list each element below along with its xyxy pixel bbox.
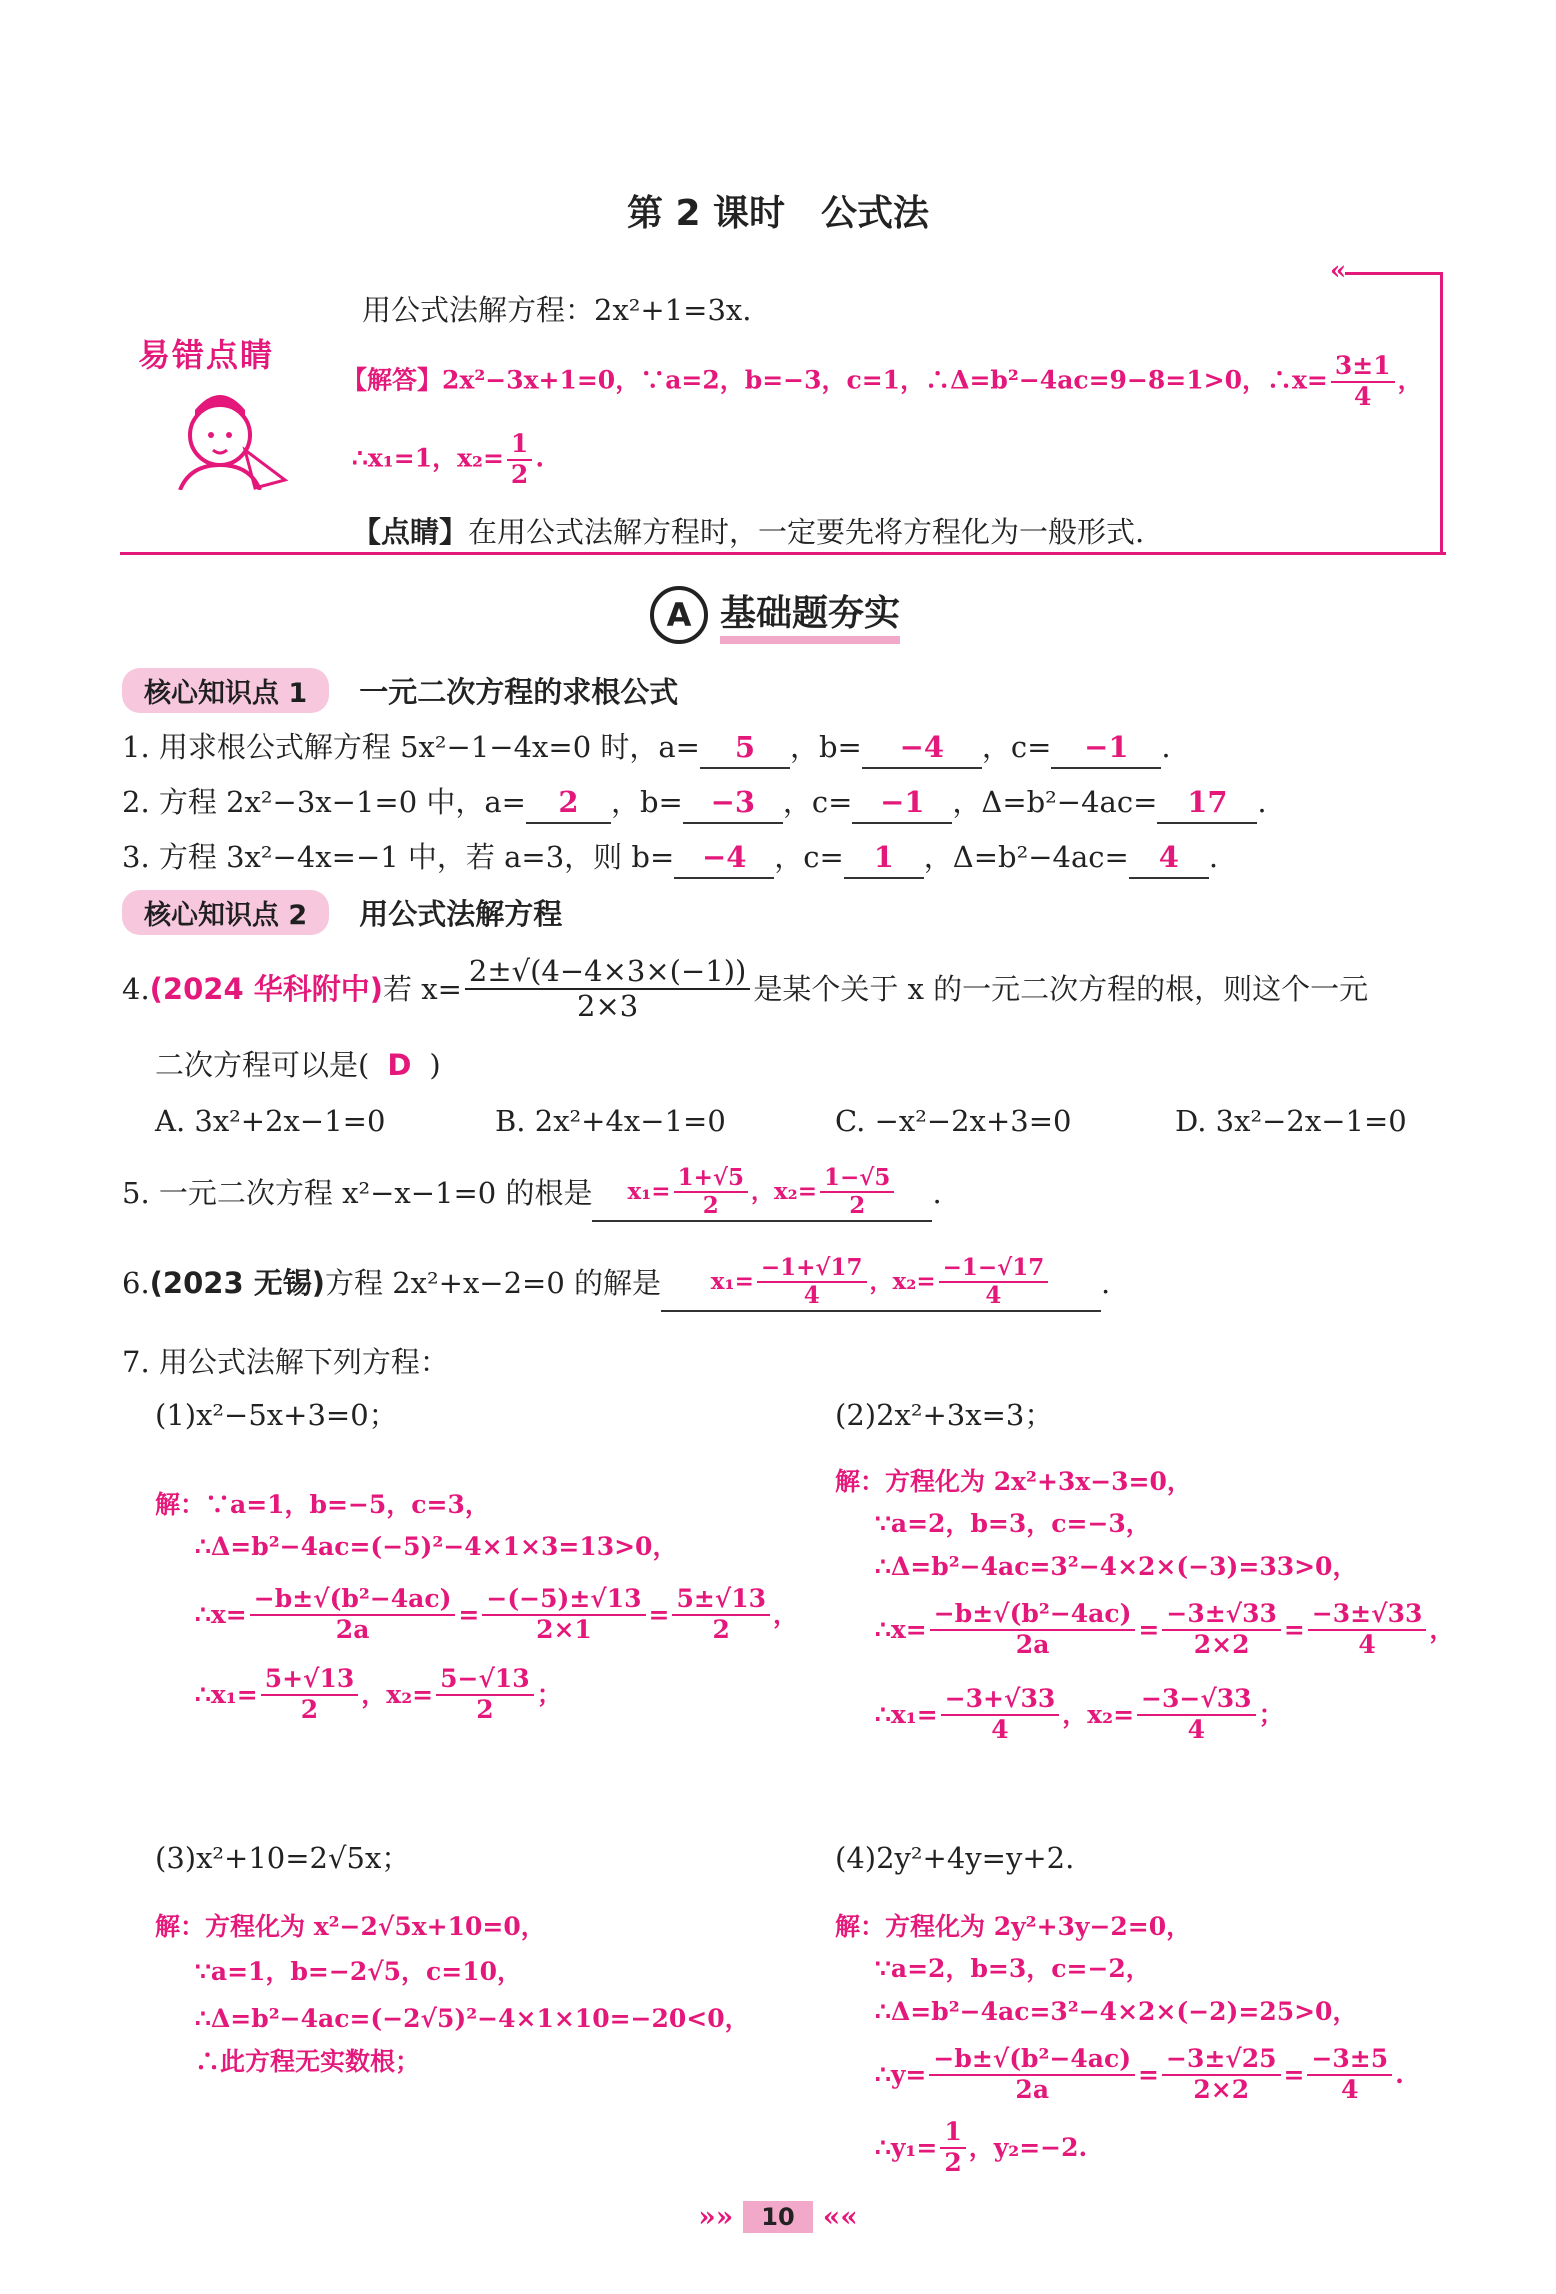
- q7-p4-prompt: (4)2y²+4y=y+2.: [835, 1841, 1075, 1875]
- q2-answer-b: −3: [683, 782, 783, 824]
- q3-text: 3. 方程 3x²−4x=−1 中，若 a=3，则 b=: [122, 840, 675, 874]
- q5-text: 5. 一元二次方程 x²−x−1=0 的根是: [122, 1176, 593, 1211]
- q7-p2-line3: ∴x= $\frac{\text{−b±√(b²−4ac)}}{2a}$ = $\frac{-3\pm√33}{2\times 2}$ = $\frac{-3\pm√33}{4}$ ，: [875, 1599, 1455, 1659]
- error-solution-line1: 【解答】2x²−3x+1=0，∵a=2，b=−3，c=1，∴Δ=b²−4ac=9−8=1>0，∴x= $\frac{3\pm 1}{4}$ ，: [342, 351, 1423, 411]
- q4-fraction: $\frac{2\pm√(4-4\times 3\times(-1))}{2\times 3}$: [465, 955, 750, 1024]
- question-6: 6. (2023 无锡) 方程 2x²+x−2=0 的解是 x₁= $\frac{-1+√17}{4}$ ，x₂= $\frac{-1-√17}{4}$ .: [122, 1255, 1110, 1312]
- q6-source: (2023 无锡): [149, 1266, 325, 1301]
- q2-answer-d: 17: [1157, 782, 1257, 824]
- q7-p1-line4: ∴x₁= $\frac{5+√13}{2}$ ，x₂= $\frac{5-√13}{2}$ ；: [195, 1664, 562, 1724]
- q7-p1-line1: 解：∵a=1，b=−5，c=3，: [155, 1490, 490, 1519]
- right-arrows-icon: »»: [698, 2200, 734, 2233]
- q4-source: (2024 华科附中): [149, 972, 383, 1007]
- q1-text: 1. 用求根公式解方程 5x²−1−4x=0 时，a=: [122, 730, 700, 764]
- q2-text: 2. 方程 2x²−3x−1=0 中，a=: [122, 785, 526, 819]
- section-badge: A: [650, 586, 708, 644]
- q7-p1-prompt: (1)x²−5x+3=0；: [155, 1398, 398, 1432]
- q3-d-label: ，Δ=b²−4ac=: [923, 840, 1129, 874]
- question-1: 1. 用求根公式解方程 5x²−1−4x=0 时，a= 5 ，b= −4 ，c= −1 .: [122, 727, 1171, 769]
- question-3: 3. 方程 3x²−4x=−1 中，若 a=3，则 b= −4 ，c= 1 ，Δ=b²−4ac= 4 .: [122, 837, 1218, 879]
- q2-answer-c: −1: [852, 782, 952, 824]
- q3-answer-d: 4: [1129, 837, 1209, 879]
- error-logo-text: 易错点睛: [138, 336, 275, 374]
- section-title: 基础题夯实: [720, 585, 900, 644]
- left-arrows-icon: ««: [822, 2200, 858, 2233]
- q1-answer-a: 5: [700, 727, 790, 769]
- error-box-right-border: [1440, 272, 1443, 552]
- q4-option-c: C. −x²−2x+3=0: [835, 1104, 1072, 1138]
- solution-root-fraction: $\frac{1}{2}$: [507, 430, 532, 490]
- kp2-badge: 核心知识点 2: [122, 890, 329, 935]
- q7-p4-line4: ∴y₁= $\frac{1}{2}$ ，y₂=−2.: [875, 2117, 1088, 2177]
- q6-answer: x₁= $\frac{-1+√17}{4}$ ，x₂= $\frac{-1-√17}{4}$: [661, 1255, 1101, 1312]
- q6-number: 6.: [122, 1266, 150, 1301]
- q7-p2-line0: 解：方程化为 2x²+3x−3=0，: [835, 1467, 1192, 1496]
- q7-p3-line3: ∴此方程无实数根；: [195, 2047, 421, 2076]
- q7-p3-prompt: (3)x²+10=2√5x；: [155, 1841, 411, 1875]
- q7-p2-prompt: (2)2x²+3x=3；: [835, 1398, 1054, 1432]
- q2-answer-a: 2: [526, 782, 611, 824]
- kp1-badge: 核心知识点 1: [122, 668, 329, 713]
- double-arrow-icon: «: [1330, 256, 1347, 286]
- q2-c-label: ，c=: [782, 785, 853, 819]
- q7-p1-line2: ∴Δ=b²−4ac=(−5)²−4×1×3=13>0，: [195, 1532, 678, 1561]
- q7-p3-line1: ∵a=1，b=−2√5，c=10，: [195, 1957, 523, 1986]
- q4-line2: 二次方程可以是(: [155, 1048, 370, 1082]
- q7-p4-line1: ∵a=2，b=3，c=−2，: [875, 1954, 1151, 1983]
- q4-option-b: B. 2x²+4x−1=0: [495, 1104, 726, 1138]
- question-2: 2. 方程 2x²−3x−1=0 中，a= 2 ，b= −3 ，c= −1 ，Δ=b²−4ac= 17 .: [122, 782, 1267, 824]
- page-title: 第 2 课时 公式法: [626, 193, 930, 234]
- q4-option-a: A. 3x²+2x−1=0: [155, 1104, 386, 1138]
- q4-option-d: D. 3x²−2x−1=0: [1175, 1104, 1407, 1138]
- q3-c-label: ，c=: [774, 840, 844, 874]
- question-4: [122, 955, 1368, 1024]
- kp1: [122, 668, 678, 713]
- q7-p4-line2: ∴Δ=b²−4ac=3²−4×2×(−2)=25>0，: [875, 1997, 1358, 2026]
- q2-d-label: ，Δ=b²−4ac=: [952, 785, 1158, 819]
- error-problem: 用公式法解方程：2x²+1=3x.: [362, 293, 752, 327]
- q7-p3-line0: 解：方程化为 x²−2√5x+10=0，: [155, 1912, 546, 1941]
- q1-c-label: ，c=: [981, 730, 1052, 764]
- solution-roots: ∴x₁=1，x₂=: [352, 443, 504, 473]
- note-label: 【点睛】: [352, 515, 469, 549]
- solution-label: 【解答】: [342, 365, 443, 395]
- q5-answer: x₁= $\frac{1+√5}{2}$ ，x₂= $\frac{1-√5}{2}$: [592, 1165, 932, 1222]
- kp2: [122, 890, 562, 935]
- page-number: 10: [743, 2201, 812, 2233]
- solution-text: 2x²−3x+1=0，∵a=2，b=−3，c=1，∴Δ=b²−4ac=9−8=1>0，∴x=: [442, 365, 1328, 395]
- q7-p4-line0: 解：方程化为 2y²+3y−2=0，: [835, 1912, 1192, 1941]
- q4-number: 4.: [122, 972, 150, 1007]
- q7-p2-line1: ∵a=2，b=3，c=−3，: [875, 1509, 1151, 1538]
- question-4-line2: [155, 1045, 441, 1085]
- error-note: [352, 512, 1144, 552]
- page-footer: [0, 2200, 1556, 2233]
- solution-fraction: $\frac{3\pm 1}{4}$: [1331, 352, 1395, 412]
- q1-answer-b: −4: [862, 727, 982, 769]
- q2-b-label: ，b=: [610, 785, 683, 819]
- error-solution-line2: ∴x₁=1，x₂= $\frac{1}{2}$ .: [352, 429, 545, 489]
- q3-answer-c: 1: [844, 837, 924, 879]
- error-box-top-right: [1345, 272, 1443, 275]
- q7-p1-line3: ∴x= $\frac{\text{−b±√(b²−4ac)}}{2a}$ = $\frac{-(-5)\pm√13}{2\times 1}$ = $\frac{5\pm√13}{2}$ ，: [195, 1584, 799, 1644]
- q6-text: 方程 2x²+x−2=0 的解是: [325, 1266, 662, 1301]
- note-text: 在用公式法解方程时，一定要先将方程化为一般形式.: [468, 515, 1145, 549]
- q4-close: ): [429, 1048, 441, 1082]
- kp2-title: 用公式法解方程: [359, 897, 563, 931]
- q1-b-label: ，b=: [789, 730, 862, 764]
- q4-pre: 若 x=: [383, 972, 462, 1007]
- q7-p3-line2: ∴Δ=b²−4ac=(−2√5)²−4×1×10=−20<0，: [195, 2004, 750, 2033]
- q1-answer-c: −1: [1051, 727, 1161, 769]
- kp1-title: 一元二次方程的求根公式: [359, 675, 679, 709]
- q4-post: 是某个关于 x 的一元二次方程的根，则这个一元: [753, 972, 1369, 1007]
- q4-answer: D: [387, 1048, 412, 1082]
- question-7-title: 7. 用公式法解下列方程：: [122, 1345, 449, 1379]
- q7-p2-line2: ∴Δ=b²−4ac=3²−4×2×(−3)=33>0，: [875, 1552, 1358, 1581]
- q7-p2-line4: ∴x₁= $\frac{-3+√33}{4}$ ，x₂= $\frac{-3-√33}{4}$ ；: [875, 1684, 1284, 1744]
- q7-p4-line3: ∴y= $\frac{\text{−b±√(b²−4ac)}}{2a}$ = $\frac{-3\pm√25}{2\times 2}$ = $\frac{-3\pm 5}{4}$ .: [875, 2044, 1404, 2104]
- section-header: [650, 585, 900, 644]
- question-5: 5. 一元二次方程 x²−x−1=0 的根是 x₁= $\frac{1+√5}{2}$ ，x₂= $\frac{1-√5}{2}$ .: [122, 1165, 942, 1222]
- q3-answer-b: −4: [674, 837, 774, 879]
